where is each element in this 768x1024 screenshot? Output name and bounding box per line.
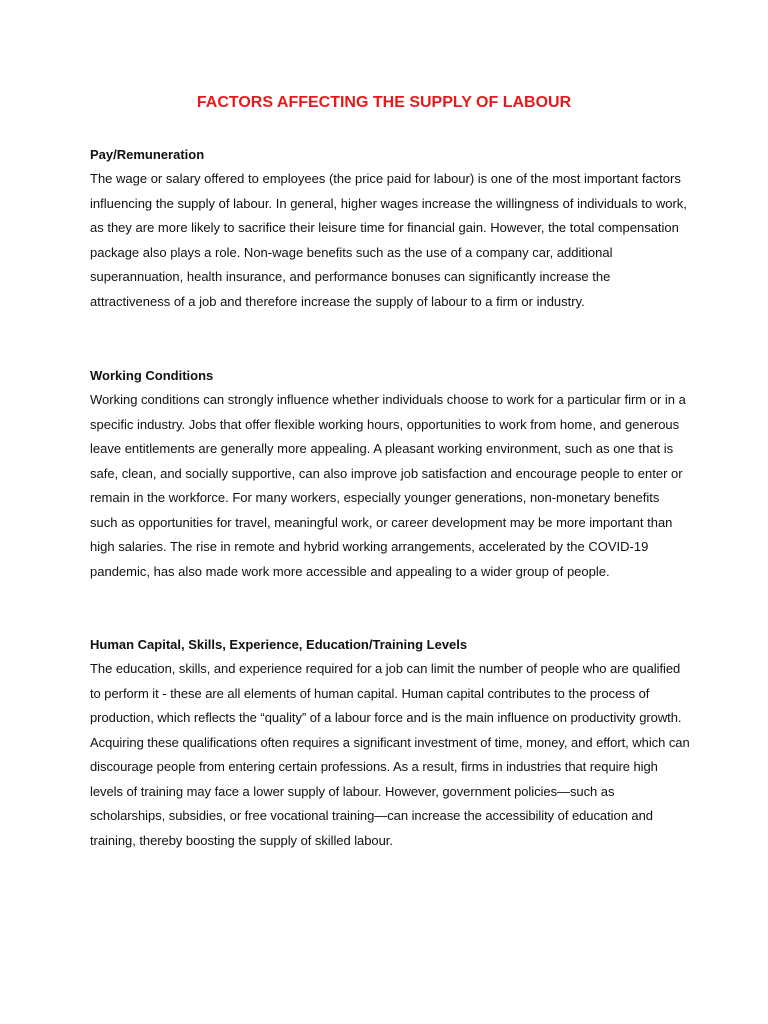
section-heading: Pay/Remuneration bbox=[90, 147, 205, 162]
section-body: The wage or salary offered to employees (the price paid for labour) is one of the most important factors influencing the supply of labour. In general, higher wages increase the willingness of individuals to work, as they are more likely to sacrifice their leisure time for financial gain. However, the total compensation package also plays a role. Non-wage benefits such as the use of a company car, additional superannuation, health insurance, and performance bonuses can significantly increase the attractiveness of a job and therefore increase the supply of labour to a firm or industry. bbox=[90, 171, 687, 309]
section-body: Working conditions can strongly influence whether individuals choose to work for a particular firm or in a specific industry. Jobs that offer flexible working hours, opportunities to work from home, and generous leave entitlements are generally more appealing. A pleasant working environment, such as one that is safe, clean, and socially supportive, can also improve job satisfaction and encourage people to enter or remain in the workforce. For many workers, especially younger generations, non-monetary benefits such as opportunities for travel, meaningful work, or career development may be more important than high salaries. The rise in remote and hybrid working arrangements, accelerated by the COVID-19 pandemic, has also made work more accessible and appealing to a wider group of people. bbox=[90, 392, 686, 579]
section-human-capital bbox=[90, 633, 690, 853]
section-pay-remuneration bbox=[90, 143, 690, 314]
section-heading: Working Conditions bbox=[90, 368, 214, 383]
section-heading: Human Capital, Skills, Experience, Education/Training Levels bbox=[90, 637, 468, 652]
section-working-conditions bbox=[90, 364, 690, 584]
document-title: FACTORS AFFECTING THE SUPPLY OF LABOUR bbox=[196, 94, 572, 111]
section-body: The education, skills, and experience required for a job can limit the number of people who are qualified to perform it - these are all elements of human capital. Human capital contributes to the process of production, which reflects the “quality” of a labour force and is the main influence on productivity growth. Acquiring these qualifications often requires a significant investment of time, money, and effort, which can discourage people from entering certain professions. As a result, firms in industries that require high levels of training may face a lower supply of labour. However, government policies—such as scholarships, subsidies, or free vocational training—can increase the accessibility of education and training, thereby boosting the supply of skilled labour. bbox=[90, 661, 690, 848]
